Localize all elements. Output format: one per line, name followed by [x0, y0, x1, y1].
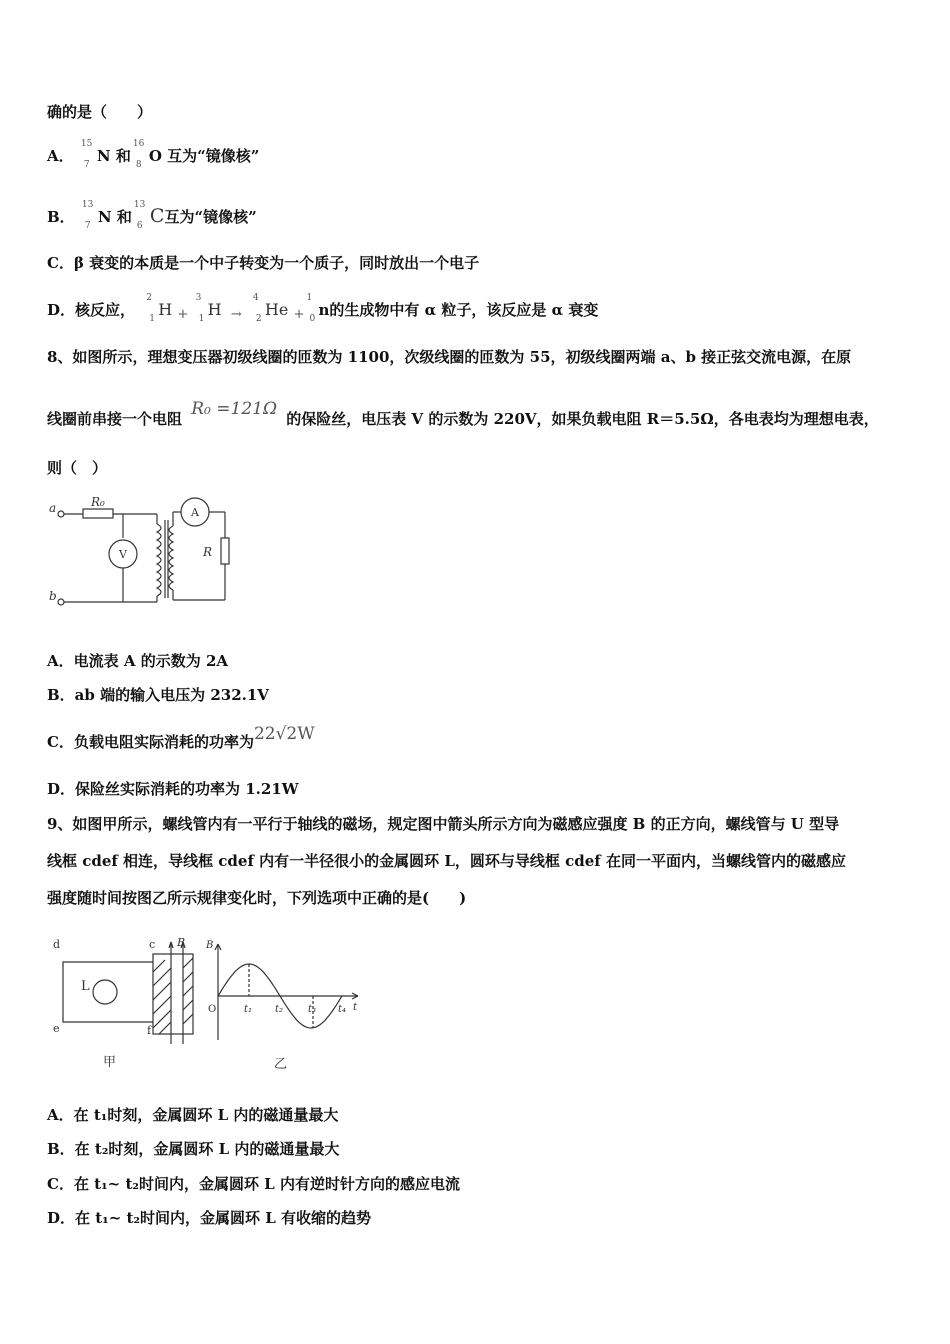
nuclide-h3: 3 1 [195, 293, 205, 324]
solenoid-frame-figure [45, 932, 205, 1072]
nuclide-he4: 4 2 [252, 293, 262, 324]
figure-caption-jia: 甲 [103, 1055, 117, 1070]
power-formula: 22√2W [253, 724, 315, 744]
q9-stem-line3: 强度随时间按图乙所示规律变化时，下列选项中正确的是( ) [47, 889, 467, 907]
terminal-a-label: a [49, 501, 57, 515]
figure-caption-yi: 乙 [274, 1057, 288, 1072]
q9-option-b[interactable]: B．在 t₂时刻，金属圆环 L 内的磁通量最大 [47, 1140, 340, 1158]
nuclide-c13: 13 6 [133, 200, 146, 231]
q7-option-b[interactable]: B． 13 7 N 和 13 6 C互为“镜像核” [47, 200, 257, 231]
field-label-b: B [177, 936, 186, 949]
frame-label-c: c [149, 938, 156, 951]
terminal-b-label: b [49, 589, 57, 603]
q8-stem-line1: 8、如图所示，理想变压器初级线圈的匝数为 1100，次级线圈的匝数为 55，初级线圈两端 a、b 接正弦交流电源，在原 [47, 348, 852, 366]
ring-label-l: L [81, 979, 90, 994]
q8-option-a[interactable]: A．电流表 A 的示数为 2A [47, 652, 229, 670]
q9-option-d[interactable]: D．在 t₁~ t₂时间内，金属圆环 L 有收缩的趋势 [47, 1209, 372, 1227]
q8-stem-line2: 线圈前串接一个电阻 R₀ =121Ω 的保险丝，电压表 V 的示数为 220V，如果负载电阻 R＝5.5Ω，各电表均为理想电表， [47, 399, 879, 428]
tick-t1: t₁ [244, 1004, 253, 1015]
frame-label-f: f [147, 1024, 152, 1037]
q7-option-d[interactable]: D．核反应， 2 1 H + 3 1 H → 4 2 He + 1 0 n的生成物中有 α 粒子，该反应是 α 衰变 [47, 293, 599, 324]
r0-resistor-label: R₀ [91, 495, 105, 509]
q7-stem-tail: 确的是（ ） [47, 103, 153, 121]
nuclide-n15: 15 7 [80, 139, 93, 170]
q7-option-c[interactable]: C．β 衰变的本质是一个中子转变为一个质子，同时放出一个电子 [47, 254, 480, 272]
axis-label-b: B [206, 940, 214, 951]
nuclide-n13: 13 7 [81, 200, 94, 231]
q8-stem-line3: 则（ ） [47, 459, 108, 477]
b-t-graph-figure [202, 932, 372, 1072]
q9-option-c[interactable]: C．在 t₁~ t₂时间内，金属圆环 L 内有逆时针方向的感应电流 [47, 1175, 460, 1193]
q7-option-b-label: B． [47, 208, 75, 226]
transformer-circuit-figure [45, 490, 245, 615]
r0-formula: R₀ =121Ω [191, 399, 278, 419]
q8-option-c[interactable]: C．负载电阻实际消耗的功率为22√2W [47, 724, 315, 751]
tick-t4: t₄ [338, 1004, 347, 1015]
q8-option-b[interactable]: B．ab 端的输入电压为 232.1V [47, 686, 269, 704]
axis-origin-o: O [208, 1004, 217, 1015]
axis-label-t: t [353, 1002, 358, 1013]
ammeter-label: A [191, 506, 199, 519]
frame-label-e: e [53, 1022, 60, 1035]
voltmeter-label: V [119, 548, 127, 561]
nuclide-neutron: 1 0 [306, 293, 316, 324]
q7-option-a-label: A． [47, 147, 74, 165]
frame-label-d: d [53, 938, 61, 951]
nuclide-h2: 2 1 [146, 293, 155, 324]
q9-stem-line2: 线框 cdef 相连，导线框 cdef 内有一半径很小的金属圆环 L，圆环与导线框 cdef 在同一平面内，当螺线管内的磁感应 [47, 852, 846, 870]
nuclide-o16: 16 8 [132, 139, 145, 170]
tick-t3: t₃ [308, 1004, 317, 1015]
load-resistor-label: R [203, 545, 213, 559]
tick-t2: t₂ [275, 1004, 284, 1015]
q8-option-d[interactable]: D．保险丝实际消耗的功率为 1.21W [47, 780, 299, 798]
q9-option-a[interactable]: A．在 t₁时刻，金属圆环 L 内的磁通量最大 [47, 1106, 339, 1124]
q7-option-a[interactable]: A． 15 7 N 和 16 8 O 互为“镜像核” [47, 139, 260, 170]
q9-stem-line1: 9、如图甲所示，螺线管内有一平行于轴线的磁场，规定图中箭头所示方向为磁感应强度 B 的正方向，螺线管与 U 型导 [47, 815, 840, 833]
